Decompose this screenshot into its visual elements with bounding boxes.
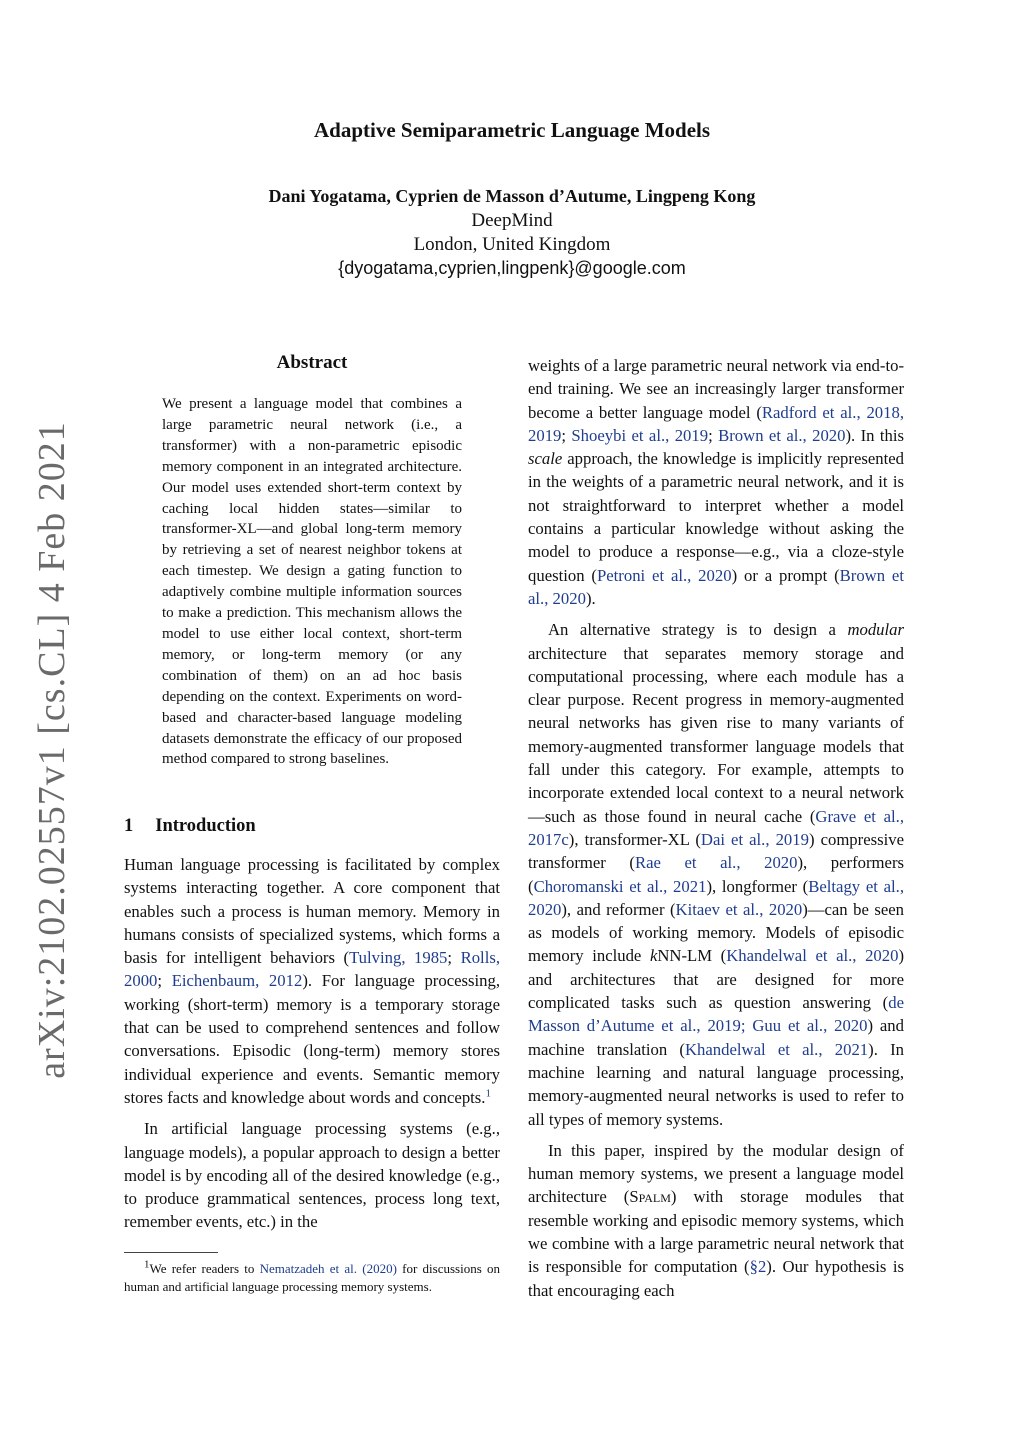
citation-link[interactable]: Eichenbaum, 2012 bbox=[171, 971, 303, 991]
citation-link[interactable]: Beltagy et al., 2020 bbox=[528, 876, 904, 919]
footnote-1: $^1$We refer readers to Nematzadeh et al. (2020) for discussions on human and artificial language processing memory systems. bbox=[124, 1258, 500, 1294]
section-heading-introduction bbox=[124, 816, 256, 837]
citation-link[interactable]: Kitaev et al., 2020 bbox=[675, 899, 803, 919]
citation-link[interactable]: Petroni et al., 2020 bbox=[596, 565, 732, 585]
footnote-divider bbox=[124, 1252, 218, 1253]
citation-link[interactable]: Khandelwal et al., 2020 bbox=[726, 946, 899, 966]
citation-link[interactable]: Dai et al., 2019 bbox=[700, 829, 809, 849]
intro-paragraph-1: Human language processing is facilitated by complex systems interacting together. A core component that enables such a process is human memory. Memory in humans consists of specialized systems, which forms a basis for intelligent behaviors (Tulving, 1985; Rolls, 2000; Eichenbaum, 2012). For language processing, working (short-term) memory is a temporary storage that can be used to comprehend sentences and follow conversations. Episodic (long-term) memory stores individual experience and events. Semantic memory stores facts and knowledge about words and concepts.$^1$ bbox=[124, 855, 501, 1107]
paper-title: Adaptive Semiparametric Language Models bbox=[313, 118, 711, 142]
intro-paragraph-5: In this paper, inspired by the modular design of human memory systems, we present a language model architecture (Spalm) with storage modules that resemble working and episodic memory systems, which we combine with a large parametric neural network that is responsible for computation (§2). Our hypothesis is that encouraging each bbox=[528, 1140, 904, 1300]
citation-link[interactable]: Nematzadeh et al. (2020) bbox=[259, 1261, 397, 1276]
citation-link[interactable]: Grave et al., 2017c bbox=[528, 806, 904, 849]
intro-paragraph-4: An alternative strategy is to design a modular architecture that separates memory storage and computational processing, where each module has a clear purpose. Recent progress in memory-augmented neural networks has given rise to many variants of memory-augmented transformer language models that fall under this category. For example, attempts to incorporate extended local context to a neural network—such as those found in neural cache (Grave et al., 2017c), transformer-XL (Dai et al., 2019) compressive transformer (Rae et al., 2020), performers (Choromanski et al., 2021), longformer (Beltagy et al., 2020), and reformer (Kitaev et al., 2020)—can be seen as models of working memory. Models of episodic memory include kNN-LM (Khandelwal et al., 2020) and architectures that are designed for more complicated tasks such as question answering (de Masson d’Autume et al., 2019; Guu et al., 2020) and machine translation (Khandelwal et al., 2021). In machine learning and natural language processing, memory-augmented neural networks is used to refer to all types of memory systems. bbox=[528, 620, 905, 1129]
citation-link[interactable]: de Masson d’Autume et al., 2019 bbox=[528, 993, 904, 1036]
section-number: 1 bbox=[124, 816, 134, 836]
arxiv-identifier-stamp: arXiv:2102.02557v1 [cs.CL] 4 Feb 2021 bbox=[31, 421, 73, 1079]
author-emails: {dyogatama,cyprien,lingpenk}@google.com bbox=[338, 258, 686, 278]
right-column-body bbox=[528, 354, 904, 1310]
citation-link[interactable]: Brown et al., 2020 bbox=[718, 425, 846, 445]
citation-link[interactable]: Shoeybi et al., 2019 bbox=[571, 425, 709, 445]
footnote-number: 1 bbox=[144, 1258, 150, 1271]
abstract-heading: Abstract bbox=[276, 352, 348, 373]
footnote-marker[interactable]: 1 bbox=[485, 1087, 491, 1100]
citation-link[interactable]: Guu et al., 2020 bbox=[752, 1016, 868, 1036]
citation-link[interactable]: Radford et al., 2018, 2019 bbox=[528, 402, 904, 445]
location: London, United Kingdom bbox=[413, 234, 611, 255]
intro-paragraph-2: In artificial language processing systems (e.g., language models), a popular approach to design a better model is by encoding all of the desired knowledge (e.g., to produce grammatical sentences, process long text, remember events, etc.) in the bbox=[124, 1119, 500, 1232]
citation-link[interactable]: Tulving, 1985 bbox=[349, 948, 448, 968]
abstract-text: We present a language model that combines a large parametric neural network (i.e., a transformer) with a non-parametric episodic memory component in an integrated architecture. Our model uses extended short-term context by caching local hidden states—similar to transformer-XL—and global long-term memory by retrieving a set of nearest neighbor tokens at each timestep. We design a gating function to adaptively combine multiple information sources to make a prediction. This mechanism allows the model to use either local context, short-term memory, or long-term memory (or any combination of them) on an ad hoc basis depending on the context. Experiments on word-based and character-based language modeling datasets demonstrate the efficacy of our proposed method compared to strong baselines. bbox=[162, 396, 462, 768]
section-title: Introduction bbox=[155, 816, 256, 836]
section-reference-link[interactable]: §2 bbox=[749, 1257, 767, 1277]
model-name: Spalm bbox=[629, 1187, 671, 1207]
citation-link[interactable]: Brown et al., 2020 bbox=[528, 565, 904, 608]
citation-link[interactable]: Rae et al., 2020 bbox=[634, 853, 798, 873]
intro-paragraph-3: weights of a large parametric neural network via end-to-end training. We see an increasingly larger transformer become a better language model (Radford et al., 2018, 2019; Shoeybi et al., 2019; Brown et al., 2020). In this scale approach, the knowledge is implicitly represented in the weights of a parametric neural network, and it is not straightforward to interpret whether a model contains a particular knowledge without asking the model to produce a response—e.g., via a cloze-style question (Petroni et al., 2020) or a prompt (Brown et al., 2020). bbox=[528, 356, 905, 608]
citation-link[interactable]: Choromanski et al., 2021 bbox=[533, 876, 707, 896]
citation-link[interactable]: Rolls, 2000 bbox=[124, 948, 500, 991]
affiliation: DeepMind bbox=[471, 210, 553, 231]
citation-link[interactable]: Khandelwal et al., 2021 bbox=[685, 1039, 869, 1059]
left-column-body bbox=[124, 853, 500, 1242]
author-list: Dani Yogatama, Cyprien de Masson d’Autume, Lingpeng Kong bbox=[268, 186, 756, 206]
